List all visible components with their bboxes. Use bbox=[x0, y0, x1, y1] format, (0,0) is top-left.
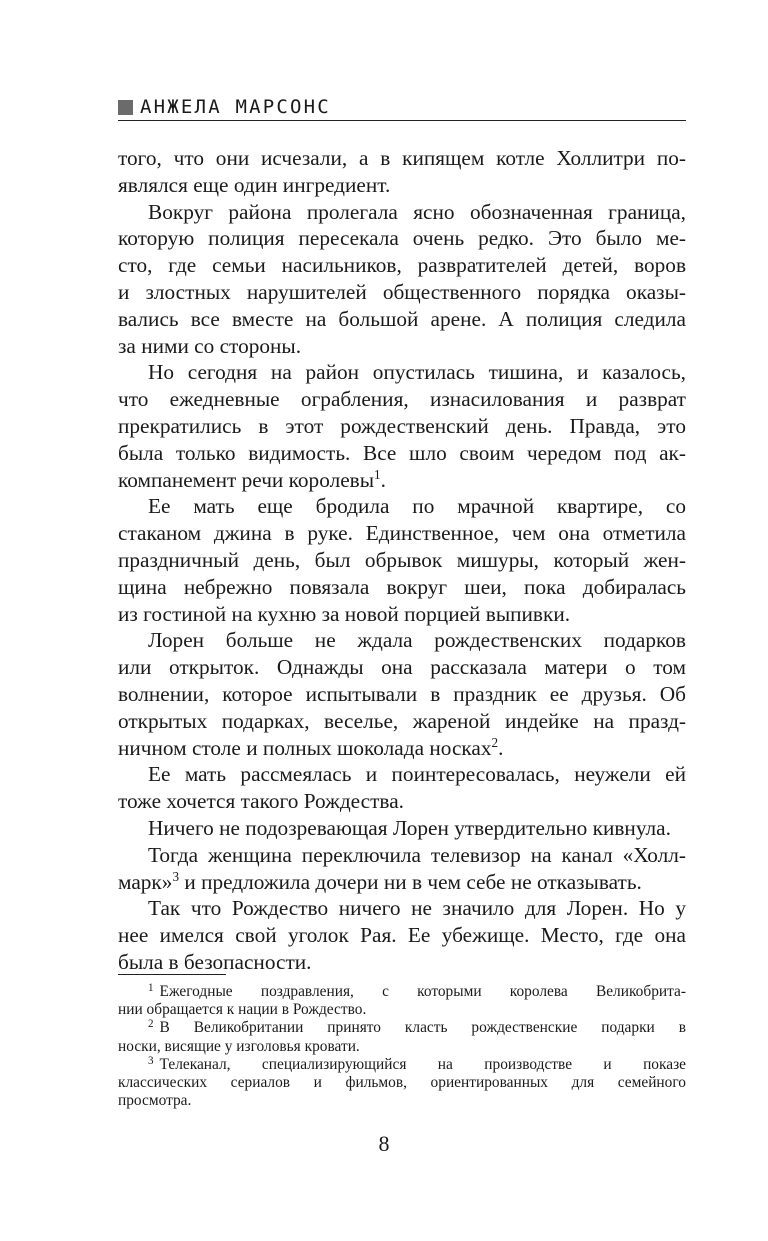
footnote-divider bbox=[118, 974, 226, 975]
text-line: или открыток. Однажды она рассказала матери о том bbox=[118, 655, 686, 680]
text-line: $^3$ Телеканал, специализирующийся на производстве и показе bbox=[148, 1054, 686, 1073]
text-line: Ее мать еще бродила по мрачной квартире, со bbox=[148, 494, 686, 519]
text-line: и злостных нарушителей общественного порядка оказы- bbox=[118, 279, 686, 304]
paragraph-7: Ничего не подозревающая Лорен утвердительно кивнула. bbox=[148, 815, 671, 840]
text-line: тоже хочется такого Рождества. bbox=[118, 789, 404, 814]
paragraph-4 bbox=[118, 493, 686, 627]
paragraph-8 bbox=[118, 842, 686, 896]
text-line: того, что они исчезали, а в кипящем котле Холлитри по- bbox=[118, 146, 686, 170]
footnotes bbox=[118, 983, 686, 1110]
text-line: классических сериалов и фильмов, ориентированных для семейного bbox=[118, 1074, 686, 1092]
text-line: была только видимость. Все шло своим чередом под ак- bbox=[118, 440, 686, 465]
text-line: прекратились в этот рождественский день. Правда, это bbox=[118, 413, 686, 438]
text-line: вались все вместе на большой арене. А полиция следила bbox=[118, 306, 686, 331]
text-line: щина небрежно повязала вокруг шеи, пока добиралась bbox=[118, 574, 686, 599]
text-line: $^2$ В Великобритании принято класть рождественские подарки в bbox=[148, 1018, 686, 1037]
text-line: нии обращается к нации в Рождество. bbox=[118, 1001, 367, 1019]
text-line: Лорен больше не ждала рождественских подарков bbox=[148, 628, 686, 653]
text-line: ничном столе и полных шоколада носках$^2$. bbox=[118, 734, 504, 760]
text-line: носки, висящие у изголовья кровати. bbox=[118, 1037, 360, 1055]
paragraph-9 bbox=[118, 895, 686, 975]
footnote-3 bbox=[118, 1056, 686, 1111]
footnote-ref-1[interactable]: 1 bbox=[374, 466, 381, 482]
text-line: сто, где семьи насильников, развратителей детей, воров bbox=[118, 253, 686, 278]
footnote-mark: 3 bbox=[148, 1054, 154, 1067]
author-name: АНЖЕЛА МАРСОНС bbox=[140, 96, 331, 118]
text-line: Тогда женщина переключила телевизор на канал «Холл- bbox=[148, 842, 686, 867]
paragraph-1 bbox=[118, 145, 686, 199]
footnote-ref-2[interactable]: 2 bbox=[491, 734, 499, 750]
text-line: стаканом джина в руке. Единственное, чем она отметила bbox=[118, 521, 686, 546]
text-line: являлся еще один ингредиент. bbox=[118, 172, 391, 197]
main-text bbox=[118, 145, 686, 976]
text-line: которую полиция пересекала очень редко. Это было ме- bbox=[118, 226, 686, 251]
text-line: была в безопасности. bbox=[118, 949, 312, 974]
text-line: Так что Рождество ничего не значило для Лорен. Но у bbox=[148, 896, 686, 921]
text-line: Вокруг района пролегала ясно обозначенная граница, bbox=[148, 199, 686, 224]
footnote-1 bbox=[118, 983, 686, 1019]
text-line: Но сегодня на район опустилась тишина, и казалось, bbox=[148, 360, 686, 385]
text-line: марк»$^3$ и предложила дочери ни в чем себе не отказывать. bbox=[118, 868, 642, 894]
text-line: $^1$ Ежегодные поздравления, с которыми королева Великобрита- bbox=[148, 982, 686, 1000]
text-line: Ее мать рассмеялась и поинтересовалась, неужели ей bbox=[148, 762, 686, 787]
text-line: из гостиной на кухню за новой порцией выпивки. bbox=[118, 601, 571, 626]
text-line: праздничный день, был обрывок мишуры, который жен- bbox=[118, 547, 686, 572]
text-line: нее имелся свой уголок Рая. Ее убежище. Место, где она bbox=[118, 923, 686, 948]
paragraph-6 bbox=[118, 761, 686, 815]
paragraph-5 bbox=[118, 627, 686, 761]
page-number: 8 bbox=[378, 1131, 390, 1156]
footnote-mark: 1 bbox=[148, 982, 154, 995]
text-line: просмотра. bbox=[118, 1092, 192, 1110]
text-line: открытых подарках, веселье, жареной индейке на празд- bbox=[118, 708, 686, 733]
footnote-ref-3[interactable]: 3 bbox=[172, 868, 180, 884]
footnote-2 bbox=[118, 1019, 686, 1055]
text-line: волнении, которое испытывали в праздник ее друзья. Об bbox=[118, 681, 686, 706]
header-square-marker bbox=[118, 100, 133, 115]
text-line: за ними со стороны. bbox=[118, 333, 302, 358]
paragraph-2 bbox=[118, 199, 686, 360]
text-line: компанемент речи королевы$^1$. bbox=[118, 466, 386, 492]
paragraph-3 bbox=[118, 359, 686, 493]
footnote-mark: 2 bbox=[148, 1018, 154, 1031]
text-line: что ежедневные ограбления, изнасилования и разврат bbox=[118, 387, 686, 412]
running-header bbox=[118, 98, 686, 121]
